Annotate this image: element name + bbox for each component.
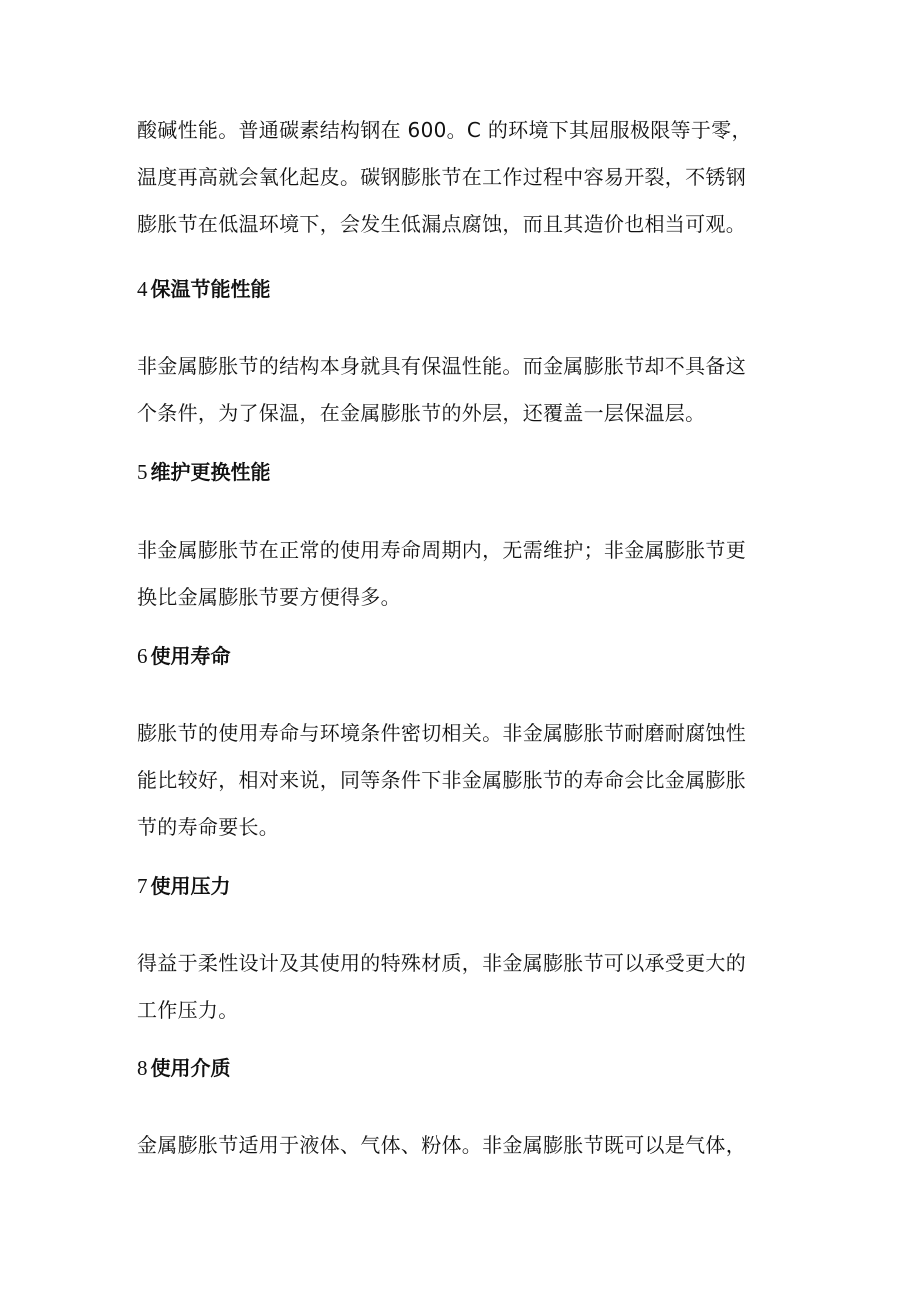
section-number: 6 [137,644,148,668]
section-number: 7 [137,874,148,898]
text-line: 膨胀节在低温环境下，会发生低漏点腐蚀，而且其造价也相当可观。 [137,212,746,236]
text-line: 膨胀节的使用寿命与环境条件密切相关。非金属膨胀节耐磨耐腐蚀性 [137,721,746,745]
paragraph-maintenance [137,527,817,621]
text-line: 换比金属膨胀节要方便得多。 [137,585,401,609]
section-title: 使用寿命 [150,644,231,668]
section-title: 保温节能性能 [150,277,271,301]
text-line: 个条件，为了保温，在金属膨胀节的外层，还覆盖一层保温层。 [137,401,706,425]
text-line: 节的寿命要长。 [137,815,280,839]
section-number: 5 [137,460,148,484]
text-line: 工作压力。 [137,998,239,1022]
text-line: 金属膨胀节适用于液体、气体、粉体。非金属膨胀节既可以是气体， [137,1133,746,1157]
section-heading-7 [137,871,231,901]
text-line: 非金属膨胀节在正常的使用寿命周期内，无需维护；非金属膨胀节更 [137,538,746,562]
text-line: 非金属膨胀节的结构本身就具有保温性能。而金属膨胀节却不具备这 [137,354,746,378]
section-heading-6 [137,641,231,671]
paragraph-insulation [137,343,817,437]
section-title: 使用介质 [150,1056,231,1080]
paragraph-pressure [137,940,817,1034]
text-line: 得益于柔性设计及其使用的特殊材质，非金属膨胀节可以承受更大的 [137,951,746,975]
paragraph-acid-alkali [137,107,817,248]
text-line: 温度再高就会氧化起皮。碳钢膨胀节在工作过程中容易开裂，不锈钢 [137,165,746,189]
text-line: 能比较好，相对来说，同等条件下非金属膨胀节的寿命会比金属膨胀 [137,768,746,792]
section-title: 使用压力 [150,874,231,898]
section-heading-4 [137,274,271,304]
section-heading-8 [137,1053,231,1083]
text-line: 酸碱性能。普通碳素结构钢在 600。C 的环境下其屈服极限等于零， [137,118,752,142]
section-title: 维护更换性能 [150,460,271,484]
section-heading-5 [137,457,271,487]
paragraph-service-life [137,710,817,851]
paragraph-medium [137,1122,817,1169]
section-number: 8 [137,1056,148,1080]
section-number: 4 [137,277,148,301]
